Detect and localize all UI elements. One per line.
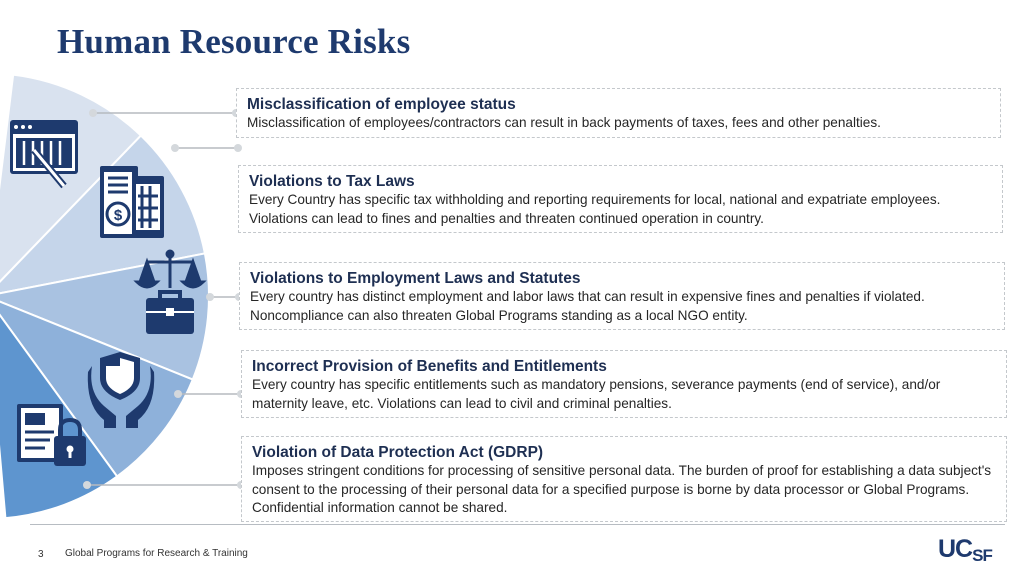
connector-dot	[171, 144, 179, 152]
svg-text:$: $	[113, 207, 123, 224]
logo-sub: SF	[972, 546, 992, 565]
risk-heading: Incorrect Provision of Benefits and Entitlements	[252, 358, 607, 375]
risk-card	[236, 88, 1001, 138]
risk-card	[239, 262, 1005, 330]
risk-heading: Violation of Data Protection Act (GDRP)	[252, 444, 544, 461]
risk-card	[241, 436, 1007, 522]
connector-dot	[234, 144, 242, 152]
risk-card	[238, 165, 1003, 233]
risk-card	[241, 350, 1007, 418]
footer-divider	[30, 524, 1005, 525]
risk-description: Misclassification of employees/contractors can result in back payments of taxes, fees and other penalties.	[247, 115, 881, 130]
risk-heading: Violations to Tax Laws	[249, 173, 415, 190]
logo-main: UC	[938, 535, 973, 563]
ucsf-logo	[938, 537, 992, 564]
risk-heading: Violations to Employment Laws and Statutes	[250, 270, 581, 287]
footer-organization: Global Programs for Research & Training	[65, 548, 248, 559]
risk-heading: Misclassification of employee status	[247, 96, 516, 113]
risk-description: Imposes stringent conditions for processing of sensitive personal data. The burden of proof for establishing a data subject's consent to the processing of their personal data for a specified purpose is borne by data processor or Global Programs. Confidential information cannot be shared.	[252, 463, 992, 515]
risk-description: Every country has distinct employment and labor laws that can result in expensive fines and penalties if violated. Noncompliance can also threaten Global Programs standing as a local NGO entity.	[250, 289, 925, 323]
page-number: 3	[38, 549, 44, 560]
connector-dot	[206, 293, 214, 301]
connector-dot	[83, 481, 91, 489]
risk-description: Every Country has specific tax withholding and reporting requirements for local, national and expatriate employees. Violations can lead to fines and penalties and threaten continued operation in country.	[249, 192, 941, 226]
connector-dot	[89, 109, 97, 117]
tax-document-icon	[100, 166, 164, 238]
page-title: Human Resource Risks	[57, 22, 411, 61]
connector-dot	[174, 390, 182, 398]
risk-description: Every country has specific entitlements such as mandatory pensions, severance payments (end of service), and/or maternity leave, etc. Violations can lead to civil and criminal penalties.	[252, 377, 941, 411]
